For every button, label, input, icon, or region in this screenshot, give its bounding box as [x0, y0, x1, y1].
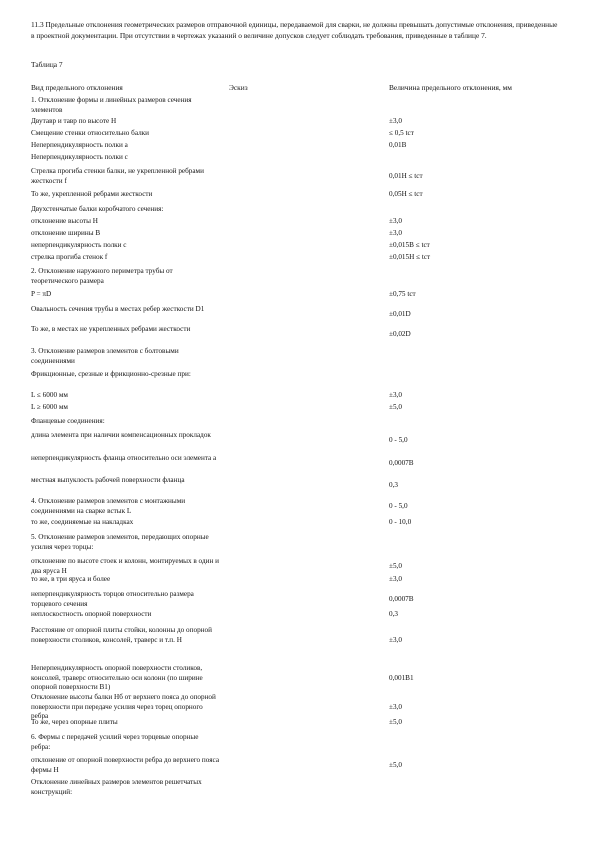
deviation-description: L ≥ 6000 мм — [31, 403, 68, 411]
deviation-value: ±5,0 — [389, 561, 402, 570]
deviation-description: Стрелка прогиба стенки балки, не укрепленной ребрами жесткости f — [31, 167, 204, 185]
deviation-value: 0,3 — [389, 610, 398, 618]
deviation-value: ±0,015H ≤ tст — [389, 253, 431, 261]
deviation-value: ±5,0 — [389, 403, 402, 411]
deviation-value: 0,0007B — [389, 594, 414, 603]
deviation-value: 0 - 5,0 — [389, 501, 408, 510]
deviation-value: ±5,0 — [389, 760, 402, 769]
deviation-value: ±3,0 — [389, 702, 402, 711]
deviation-description: 4. Отклонение размеров элементов с монтажными соединениями на сварке встык L — [31, 497, 186, 515]
deviation-description: Фрикционные, срезные и фрикционно-срезные при: — [31, 370, 191, 378]
deviation-description: Двухстенчатые балки коробчатого сечения: — [31, 205, 164, 213]
header-deviation-value: Величина предельного отклонения, мм — [389, 83, 512, 92]
table-caption: Таблица 7 — [31, 60, 63, 69]
deviation-description: Овальность сечения трубы в местах ребер жесткости D1 — [31, 305, 205, 313]
deviation-description: местная выпуклость рабочей поверхности фланца — [31, 476, 185, 484]
deviation-description: 3. Отклонение размеров элементов с болтовыми соединениями — [31, 347, 179, 365]
deviation-description: Отклонение высоты балки Hб от верхнего пояса до опорной поверхности при передаче усилия через торец опорного ребра — [31, 693, 216, 721]
deviation-description: 1. Отклонение формы и линейных размеров сечения элементов — [31, 96, 192, 114]
deviation-value: 0 - 10,0 — [389, 518, 412, 526]
deviation-description: неперпендикулярность фланца относительно оси элемента a — [31, 454, 217, 462]
deviation-description: То же, через опорные плиты — [31, 718, 118, 726]
deviation-description: 6. Фермы с передачей усилий через торцевые опорные ребра: — [31, 733, 199, 751]
deviation-description: L ≤ 6000 мм — [31, 391, 68, 399]
deviation-description: отклонение по высоте стоек и колонн, монтируемых в один и два яруса H — [31, 557, 219, 575]
header-sketch: Эскиз — [229, 83, 248, 92]
deviation-description: длина элемента при наличии компенсационных прокладок — [31, 431, 211, 439]
deviation-description: 2. Отклонение наружного периметра трубы от теоретического размера — [31, 267, 173, 285]
deviation-description: Отклонение линейных размеров элементов решетчатых конструкций: — [31, 778, 202, 796]
deviation-value: 0,3 — [389, 480, 398, 489]
deviation-description: то же, соединяемые на накладках — [31, 518, 134, 526]
deviation-value: 0,05H ≤ tст — [389, 190, 423, 198]
deviation-description: Смещение стенки относительно балки — [31, 129, 150, 137]
deviation-value: ±3,0 — [389, 229, 402, 237]
deviation-value: ±0,02D — [389, 329, 411, 338]
deviation-description: Неперпендикулярность опорной поверхности столиков, консолей, траверс относительно оси колонн (по ширине опорной поверхности B1) — [31, 664, 203, 692]
intro-paragraph: 11.3 Предельные отклонения геометрических размеров отправочной единицы, передаваемой для сварки, не должны превышать допустимые отклонения, приведенные в проектной документации. При отсутствии в чертежах указаний о величине допусков следует соблюдать требования, приведенные в таблице 7. — [31, 20, 558, 41]
deviation-value: ±3,0 — [389, 117, 402, 125]
deviation-value: ±0,75 tст — [389, 290, 416, 298]
deviation-description: то же, в три яруса и более — [31, 575, 111, 583]
deviation-value: 0,01B — [389, 141, 407, 149]
deviation-value: ≤ 0,5 tст — [389, 129, 414, 137]
deviation-value: ±0,01D — [389, 309, 411, 318]
deviation-description: 5. Отклонение размеров элементов, передающих опорные усилия через торцы: — [31, 533, 209, 551]
deviation-value: ±3,0 — [389, 391, 402, 399]
deviation-description: неперпендикулярность полки c — [31, 241, 127, 249]
deviation-value: ±3,0 — [389, 575, 402, 583]
deviation-value: ±0,015B ≤ tст — [389, 241, 430, 249]
deviation-value: ±5,0 — [389, 718, 402, 726]
deviation-value: 0 - 5,0 — [389, 435, 408, 444]
deviation-description: стрелка прогиба стенок f — [31, 253, 108, 261]
deviation-value: 0,0007B — [389, 458, 414, 467]
deviation-value: ±3,0 — [389, 635, 402, 644]
deviation-value: 0,001B1 — [389, 673, 414, 682]
deviation-description: отклонение от опорной поверхности ребра до верхнего пояса фермы H — [31, 756, 220, 774]
deviation-description: неплоскостность опорной поверхности — [31, 610, 152, 618]
deviation-value: ±3,0 — [389, 217, 402, 225]
deviation-description: неперпендикулярность торцов относительно размера торцевого сечения — [31, 590, 194, 608]
deviation-description: Неперпендикулярность полки c — [31, 153, 128, 161]
header-deviation-type: Вид предельного отклонения — [31, 83, 123, 92]
deviation-description: Двутавр и тавр по высоте H — [31, 117, 117, 125]
deviation-description: отклонение высоты H — [31, 217, 98, 225]
deviation-value: 0,01H ≤ tст — [389, 171, 423, 180]
deviation-description: То же, в местах не укрепленных ребрами жесткости — [31, 325, 191, 333]
deviation-description: То же, укрепленной ребрами жесткости — [31, 190, 153, 198]
deviation-description: P = πD — [31, 290, 52, 298]
deviation-description: Расстояние от опорной плиты стойки, колонны до опорной поверхности столиков, консолей, траверс и т.п. H — [31, 626, 212, 644]
deviation-description: отклонение ширины B — [31, 229, 101, 237]
deviation-description: Неперпендикулярность полки a — [31, 141, 128, 149]
deviation-description: Фланцевые соединения: — [31, 417, 105, 425]
